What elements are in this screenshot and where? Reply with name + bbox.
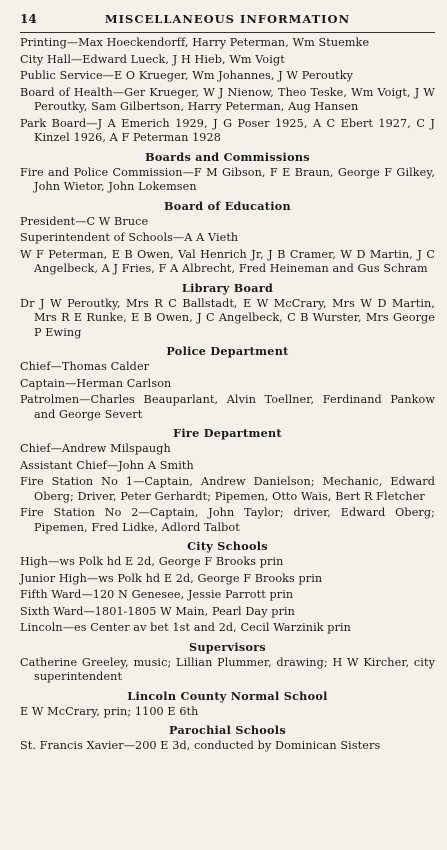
directory-entry: W F Peterman, E B Owen, Val Henrich Jr, J B Cramer, W D Martin, J C Angelbeck, A J Fries, F A Albrecht, Fred Heineman and Gus Schram [20, 247, 435, 275]
directory-entry: President—C W Bruce [20, 214, 149, 228]
page-number: 14 [20, 12, 37, 26]
section-heading: Library Board [181, 280, 274, 295]
directory-entry: Junior High—ws Polk hd E 2d, George F Brooks prin [20, 571, 323, 585]
section-heading: Police Department [166, 344, 289, 358]
section-heading: Lincoln County Normal School [127, 688, 328, 703]
directory-entry: Dr J W Peroutky, Mrs R C Ballstadt, E W McCrary, Mrs W D Martin, Mrs R E Runke, E B Owen, J C Angelbeck, C B Wurster, Mrs George P Ewing [20, 296, 435, 339]
directory-entry: Patrolmen—Charles Beauparlant, Alvin Toellner, Ferdinand Pankow and George Severt [20, 393, 435, 421]
directory-entry: Captain—Herman Carlson [20, 376, 172, 390]
directory-entry: Fire and Police Commission—F M Gibson, F E Braun, George F Gilkey, John Wietor, John Lokemsen [20, 165, 435, 193]
directory-entry: Printing—Max Hoeckendorff, Harry Peterman, Wm Stuemke [20, 36, 370, 49]
section-heading: City Schools [187, 539, 268, 553]
directory-entry: Fire Station No 2—Captain, John Taylor; driver, Edward Oberg; Pipemen, Fred Lidke, Adlord Talbot [20, 506, 435, 534]
directory-entry: Public Service—E O Krueger, Wm Johannes, J W Peroutky [20, 69, 354, 82]
section-heading: Parochial Schools [169, 723, 286, 737]
section-heading: Supervisors [188, 639, 267, 654]
page-header [20, 6, 435, 33]
directory-entry: Assistant Chief—John A Smith [20, 458, 194, 472]
directory-entry: St. Francis Xavier—200 E 3d, conducted by Dominican Sisters [20, 739, 381, 752]
directory-entry: Fire Station No 1—Captain, Andrew Danielson; Mechanic, Edward Oberg; Driver, Peter Gerhardt; Pipemen, Otto Wais, Bert R Fletcher [20, 475, 435, 503]
directory-entry: Lincoln—es Center av bet 1st and 2d, Cecil Warzinik prin [20, 621, 351, 634]
directory-entry: Board of Health—Ger Krueger, W J Nienow, Theo Teske, Wm Voigt, J W Peroutky, Sam Gilbertson, Harry Peterman, Aug Hansen [20, 85, 435, 113]
section-heading: Boards and Commissions [145, 149, 310, 164]
directory-entry: Fifth Ward—120 N Genesee, Jessie Parrott prin [20, 588, 294, 601]
directory-entry: E W McCrary, prin; 1100 E 6th [20, 704, 199, 718]
directory-entry: Park Board—J A Emerich 1929, J G Poser 1925, A C Ebert 1927, C J Kinzel 1926, A F Peterman 1928 [20, 116, 435, 144]
directory-entry: Catherine Greeley, music; Lillian Plummer, drawing; H W Kircher, city superintendent [20, 655, 435, 683]
running-title: MISCELLANEOUS INFORMATION [104, 12, 351, 26]
directory-entry: High—ws Polk hd E 2d, George F Brooks prin [20, 555, 284, 568]
directory-entry: Sixth Ward—1801-1805 W Main, Pearl Day prin [20, 604, 295, 618]
directory-entry: Superintendent of Schools—A A Vieth [20, 231, 239, 244]
directory-entry: Chief—Thomas Calder [20, 360, 150, 373]
directory-entry: City Hall—Edward Lueck, J H Hieb, Wm Voigt [20, 52, 285, 66]
section-heading: Board of Education [164, 198, 291, 213]
directory-content [20, 36, 435, 754]
directory-entry: Chief—Andrew Milspaugh [20, 442, 171, 455]
section-heading: Fire Department [173, 426, 282, 440]
